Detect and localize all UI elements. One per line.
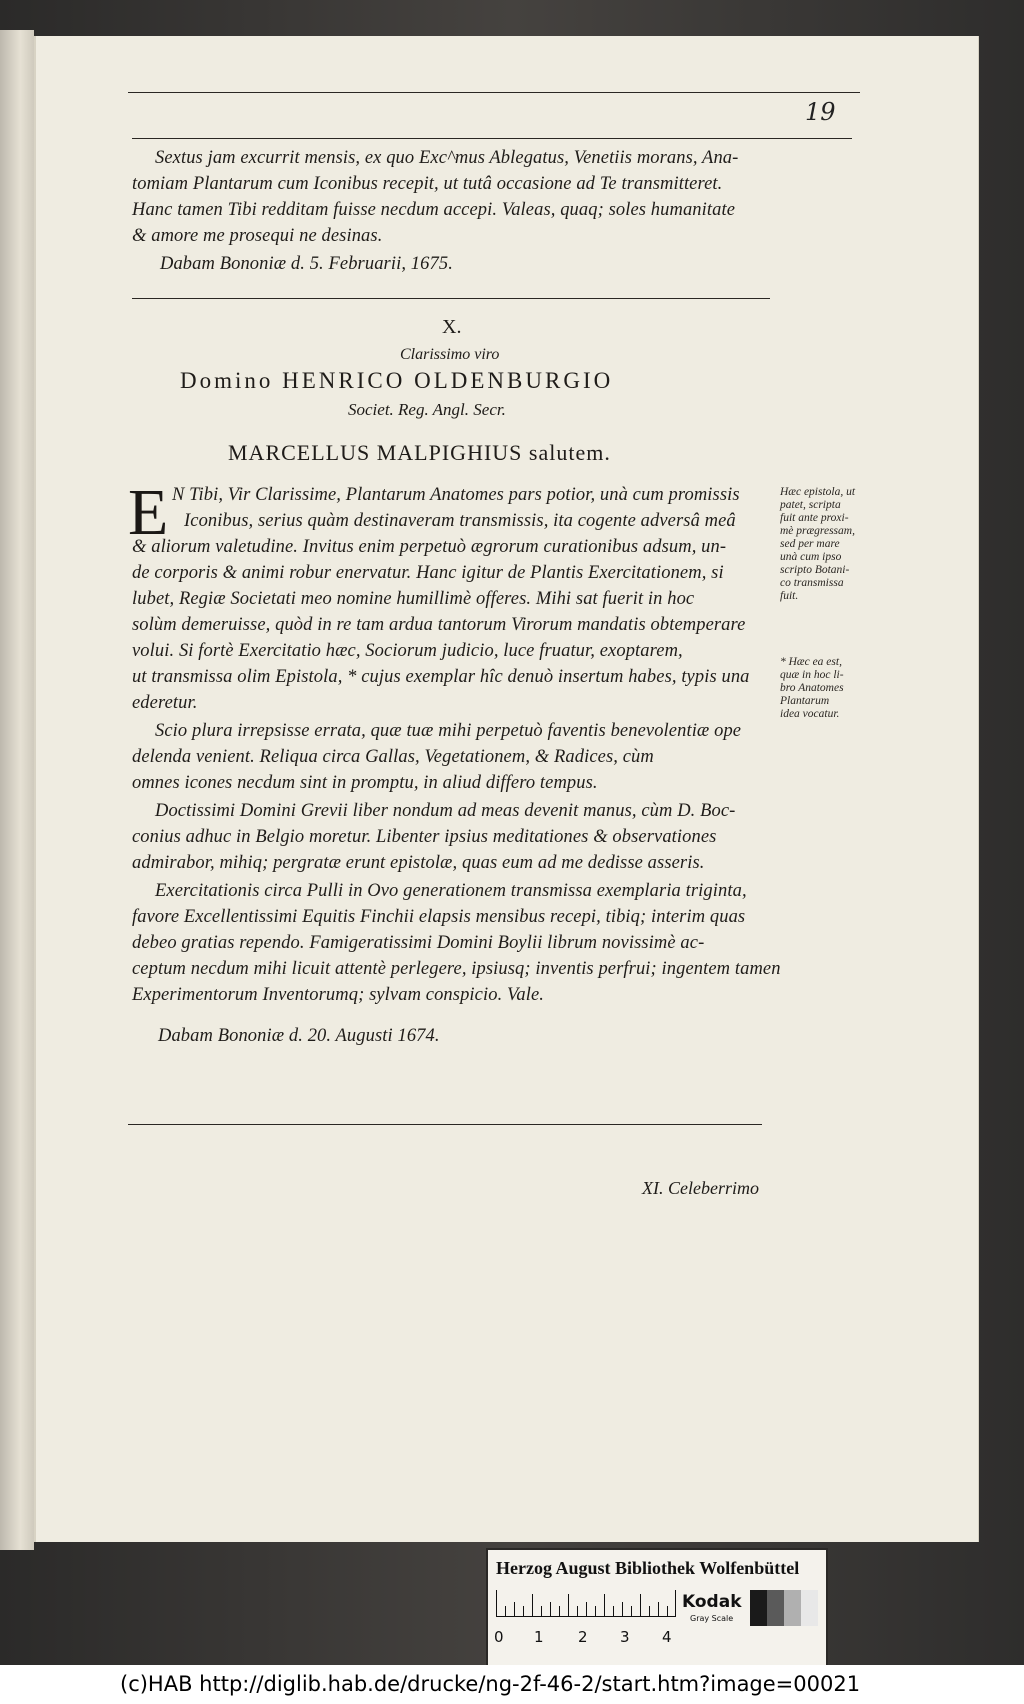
section-rule <box>132 298 770 299</box>
ruler-tick <box>550 1602 551 1616</box>
prev-letter-line: & amore me prosequi ne desinas. <box>132 226 383 246</box>
margin-note-line: Plantarum <box>780 695 830 707</box>
gray-swatch <box>801 1590 818 1626</box>
left-page-edge <box>0 30 34 1550</box>
ruler-number: 4 <box>662 1628 672 1646</box>
margin-note-line: Hæc epistola, ut <box>780 486 856 498</box>
page-number: 19 <box>805 98 836 126</box>
ruler-tick <box>514 1602 515 1616</box>
gray-swatch <box>767 1590 784 1626</box>
prev-letter-line: Hanc tamen Tibi redditam fuisse necdum accepi. Valeas, quaq; soles humanitate <box>132 200 736 220</box>
margin-note-line: unà cum ipso <box>780 551 842 563</box>
body-line: ut transmissa olim Epistola, * cujus exemplar hîc denuò insertum habes, typis una <box>132 667 750 687</box>
closing-rule <box>128 1124 762 1125</box>
ruler-tick <box>613 1606 614 1616</box>
body-line: debeo gratias rependo. Famigeratissimi Domini Boylii librum novissimè ac- <box>132 933 705 953</box>
letter-society: Societ. Reg. Angl. Secr. <box>348 400 506 419</box>
letter-addressee: Domino HENRICO OLDENBURGIO <box>180 368 614 393</box>
body-line: Iconibus, serius quàm destinaveram transmissis, ita cogente adversâ meâ <box>184 511 736 531</box>
letter-sender: MARCELLUS MALPIGHIUS salutem. <box>228 440 611 465</box>
ruler-number: 0 <box>494 1628 504 1646</box>
body-line: Scio plura irrepsisse errata, quæ tuæ mihi perpetuò faventis benevolentiæ ope <box>155 721 742 741</box>
ruler-tick <box>577 1606 578 1616</box>
body-line: conius adhuc in Belgio moretur. Libenter ipsius meditationes & observationes <box>132 827 717 847</box>
margin-note-2 <box>780 656 844 721</box>
body-line: solùm demeruisse, quòd in re tam ardua tantorum Virorum mandatis obtemperare <box>132 615 746 635</box>
margin-note-line: co transmissa <box>780 577 844 589</box>
margin-note-line: scripto Botani- <box>780 564 850 576</box>
body-line: delenda venient. Reliqua circa Gallas, Vegetationem, & Radices, cùm <box>132 747 654 767</box>
library-label <box>486 1548 828 1670</box>
body-line: favore Excellentissimi Equitis Finchii elapsis mensibus recepi, tibiq; interim quas <box>132 907 746 927</box>
body-line: Doctissimi Domini Grevii liber nondum ad meas devenit manus, cùm D. Boc- <box>155 801 736 821</box>
ruler-tick <box>604 1594 605 1616</box>
margin-note-line: patet, scripta <box>780 499 841 511</box>
margin-note-line: quæ in hoc li- <box>780 669 844 681</box>
margin-note-line: bro Anatomes <box>780 682 844 694</box>
prev-letter-line: Sextus jam excurrit mensis, ex quo Exc^mus Ablegatus, Venetiis morans, Ana- <box>155 148 739 168</box>
body-line: volui. Si fortè Exercitatio hæc, Sociorum judicio, luce fruatur, exoptarem, <box>132 641 683 661</box>
margin-note-line: sed per mare <box>780 538 840 550</box>
header-rule-bottom <box>132 138 852 139</box>
ruler-tick <box>667 1606 668 1616</box>
body-line: ederetur. <box>132 693 198 713</box>
body-line: Experimentorum Inventorumq; sylvam conspicio. Vale. <box>132 985 545 1005</box>
ruler-tick <box>496 1590 497 1616</box>
ruler-tick <box>675 1590 676 1616</box>
body-line: omnes icones necdum sint in promptu, in aliud differo tempus. <box>132 773 598 793</box>
ruler-tick <box>505 1606 506 1616</box>
ruler-tick <box>640 1594 641 1616</box>
body-line: ceptum necdum mihi licuit attentè perlegere, ipsiusq; inventis perfrui; ingentem tamen <box>132 959 781 979</box>
margin-note-line: mè prægressam, <box>780 525 855 537</box>
ruler-tick <box>622 1602 623 1616</box>
margin-note-1 <box>780 486 855 603</box>
catchword: XI. Celeberrimo <box>642 1178 759 1198</box>
letter-salutation: Clarissimo viro <box>400 346 500 363</box>
margin-note-line: fuit ante proxi- <box>780 512 849 524</box>
margin-note-line: fuit. <box>780 590 799 602</box>
ruler-tick <box>595 1606 596 1616</box>
gray-swatch <box>784 1590 801 1626</box>
letter-date: Dabam Bononiæ d. 20. Augusti 1674. <box>158 1026 440 1046</box>
drop-cap: E <box>128 476 169 549</box>
copyright-footer: (c)HAB http://diglib.hab.de/drucke/ng-2f-46-2/start.htm?image=00021 <box>120 1672 861 1696</box>
ruler-tick <box>586 1602 587 1616</box>
body-line: admirabor, mihiq; pergratæ erunt epistolæ, quas eum ad me dedisse asseris. <box>132 853 705 873</box>
gray-swatch <box>750 1590 767 1626</box>
ruler-tick <box>559 1606 560 1616</box>
ruler-number: 2 <box>578 1628 588 1646</box>
ruler-number: 1 <box>534 1628 544 1646</box>
margin-note-line: idea vocatur. <box>780 708 840 720</box>
body-line: N Tibi, Vir Clarissime, Plantarum Anatomes pars potior, unà cum promissis <box>172 485 740 505</box>
prev-letter-date: Dabam Bononiæ d. 5. Februarii, 1675. <box>160 254 453 274</box>
margin-note-line: * Hæc ea est, <box>780 656 842 668</box>
body-line: & aliorum valetudine. Invitus enim perpetuò ægrorum curationibus adsum, un- <box>132 537 727 557</box>
ruler-tick <box>658 1602 659 1616</box>
kodak-subtitle: Gray Scale <box>690 1614 734 1623</box>
ruler-tick <box>532 1594 533 1616</box>
kodak-logo: Kodak <box>682 1592 742 1612</box>
ruler-tick <box>568 1594 569 1616</box>
body-line: lubet, Regiæ Societati meo nomine humillimè offeres. Mihi sat fuerit in hoc <box>132 589 695 609</box>
header-rule-top <box>128 92 860 93</box>
ruler-tick <box>631 1606 632 1616</box>
ruler-tick <box>523 1606 524 1616</box>
ruler-number: 3 <box>620 1628 630 1646</box>
ruler-tick <box>541 1606 542 1616</box>
scale-ruler <box>496 1590 676 1617</box>
letter-number: X. <box>442 316 462 338</box>
library-label-title: Herzog August Bibliothek Wolfenbüttel <box>496 1558 800 1578</box>
ruler-tick <box>649 1606 650 1616</box>
prev-letter-line: tomiam Plantarum cum Iconibus recepit, ut tutâ occasione ad Te transmitteret. <box>132 174 723 194</box>
body-line: de corporis & animi robur enervatur. Hanc igitur de Plantis Exercitationem, si <box>132 563 724 583</box>
body-line: Exercitationis circa Pulli in Ovo generationem transmissa exemplaria triginta, <box>155 881 747 901</box>
